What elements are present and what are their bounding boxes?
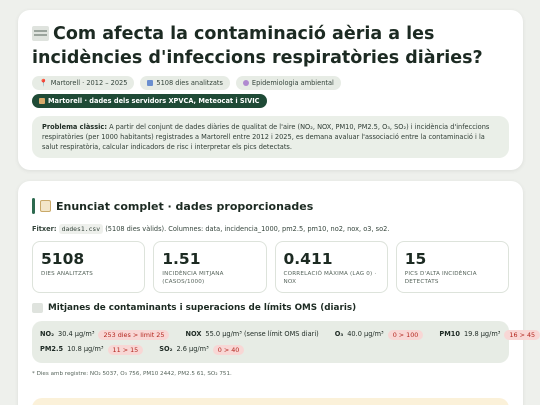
pollutant-pm25: PM2.5 10.8 µg/m³ 11 > 15 bbox=[40, 342, 143, 357]
exceedance-badge: 11 > 15 bbox=[108, 345, 144, 355]
section-accent bbox=[32, 198, 35, 214]
stat-correlation: 0.411 CORRELACIÓ MÀXIMA (LAG 0) · NOX bbox=[275, 241, 388, 293]
exceedance-badge: 253 dies > limit 25 bbox=[98, 330, 169, 340]
pin-icon: 📍 bbox=[39, 79, 48, 87]
header-card bbox=[18, 10, 523, 170]
clipboard-icon bbox=[40, 200, 51, 212]
pollutant-nox: NOX 55.0 µg/m³ (sense límit OMS diari) bbox=[185, 330, 319, 338]
days-pill: 5108 dies analitzats bbox=[140, 76, 230, 90]
statement-card bbox=[18, 181, 536, 405]
stats-row bbox=[32, 241, 509, 293]
file-info: Fitxer: dades1.csv (5108 dies vàlids). Columnes: data, incidencia_1000, pm2.5, pm10, no2, nox, o3, so2. bbox=[32, 225, 390, 233]
next-card-peek bbox=[32, 398, 509, 405]
page-title: Com afecta la contaminació aèria a les incidències d'infeccions respiratòries diàries? bbox=[32, 24, 483, 68]
pollutant-so2: SO₂ 2.6 µg/m³ 0 > 40 bbox=[159, 342, 244, 357]
pollutants-title: Mitjanes de contaminants i superacions de límits OMS (diaris) bbox=[32, 303, 509, 313]
test-tube-icon bbox=[243, 80, 249, 86]
stat-days: 5108 DIES ANALITZATS bbox=[32, 241, 145, 293]
source-pill: Martorell · dades dels servidors XPVCA, Meteocat i SIVIC bbox=[32, 94, 267, 108]
exceedance-badge: 0 > 100 bbox=[388, 330, 424, 340]
pollutant-pm10: PM10 19.8 µg/m³ 16 > 45 bbox=[439, 327, 540, 342]
newspaper-icon bbox=[32, 303, 43, 313]
file-name: dades1.csv bbox=[59, 224, 103, 234]
pollutants-box bbox=[32, 321, 536, 363]
problem-box: Problema clàssic: A partir del conjunt de dades diàries de qualitat de l'aire (NO₂, NOX, PM10, PM2.5, O₃, SO₂) i incidència d'infeccions respiratòries (per 1000 habitants) registrades a Martorell entre 2012 i 2025, es demana avaluar l'associació entre la contaminació i la salut respiratòria, calcular indicadors de risc i interpretar els pics detectats. bbox=[32, 116, 509, 158]
stat-incidence: 1.51 INCIDÈNCIA MITJANA (CASOS/1000) bbox=[153, 241, 266, 293]
pollutant-o3: O₃ 40.0 µg/m³ 0 > 100 bbox=[335, 327, 424, 342]
exceedance-badge: 0 > 40 bbox=[213, 345, 245, 355]
location-pill: 📍 Martorell · 2012 – 2025 bbox=[32, 76, 134, 90]
field-pill: Epidemiologia ambiental bbox=[236, 76, 341, 90]
footnote: * Dies amb registre: NO₂ 5037, O₃ 756, PM10 2442, PM2.5 61, SO₂ 751. bbox=[32, 371, 232, 377]
meta-pills bbox=[32, 76, 509, 90]
section-title: Enunciat complet · dades proporcionades bbox=[32, 197, 509, 215]
pollutant-no2: NO₂ 30.4 µg/m³ 253 dies > limit 25 bbox=[40, 327, 169, 342]
bar-chart-icon bbox=[147, 80, 153, 86]
stat-peaks: 15 PICS D'ALTA INCIDÈNCIA DETECTATS bbox=[396, 241, 509, 293]
exceedance-badge: 16 > 45 bbox=[504, 330, 540, 340]
newspaper-icon bbox=[32, 26, 49, 41]
building-icon bbox=[39, 98, 45, 104]
